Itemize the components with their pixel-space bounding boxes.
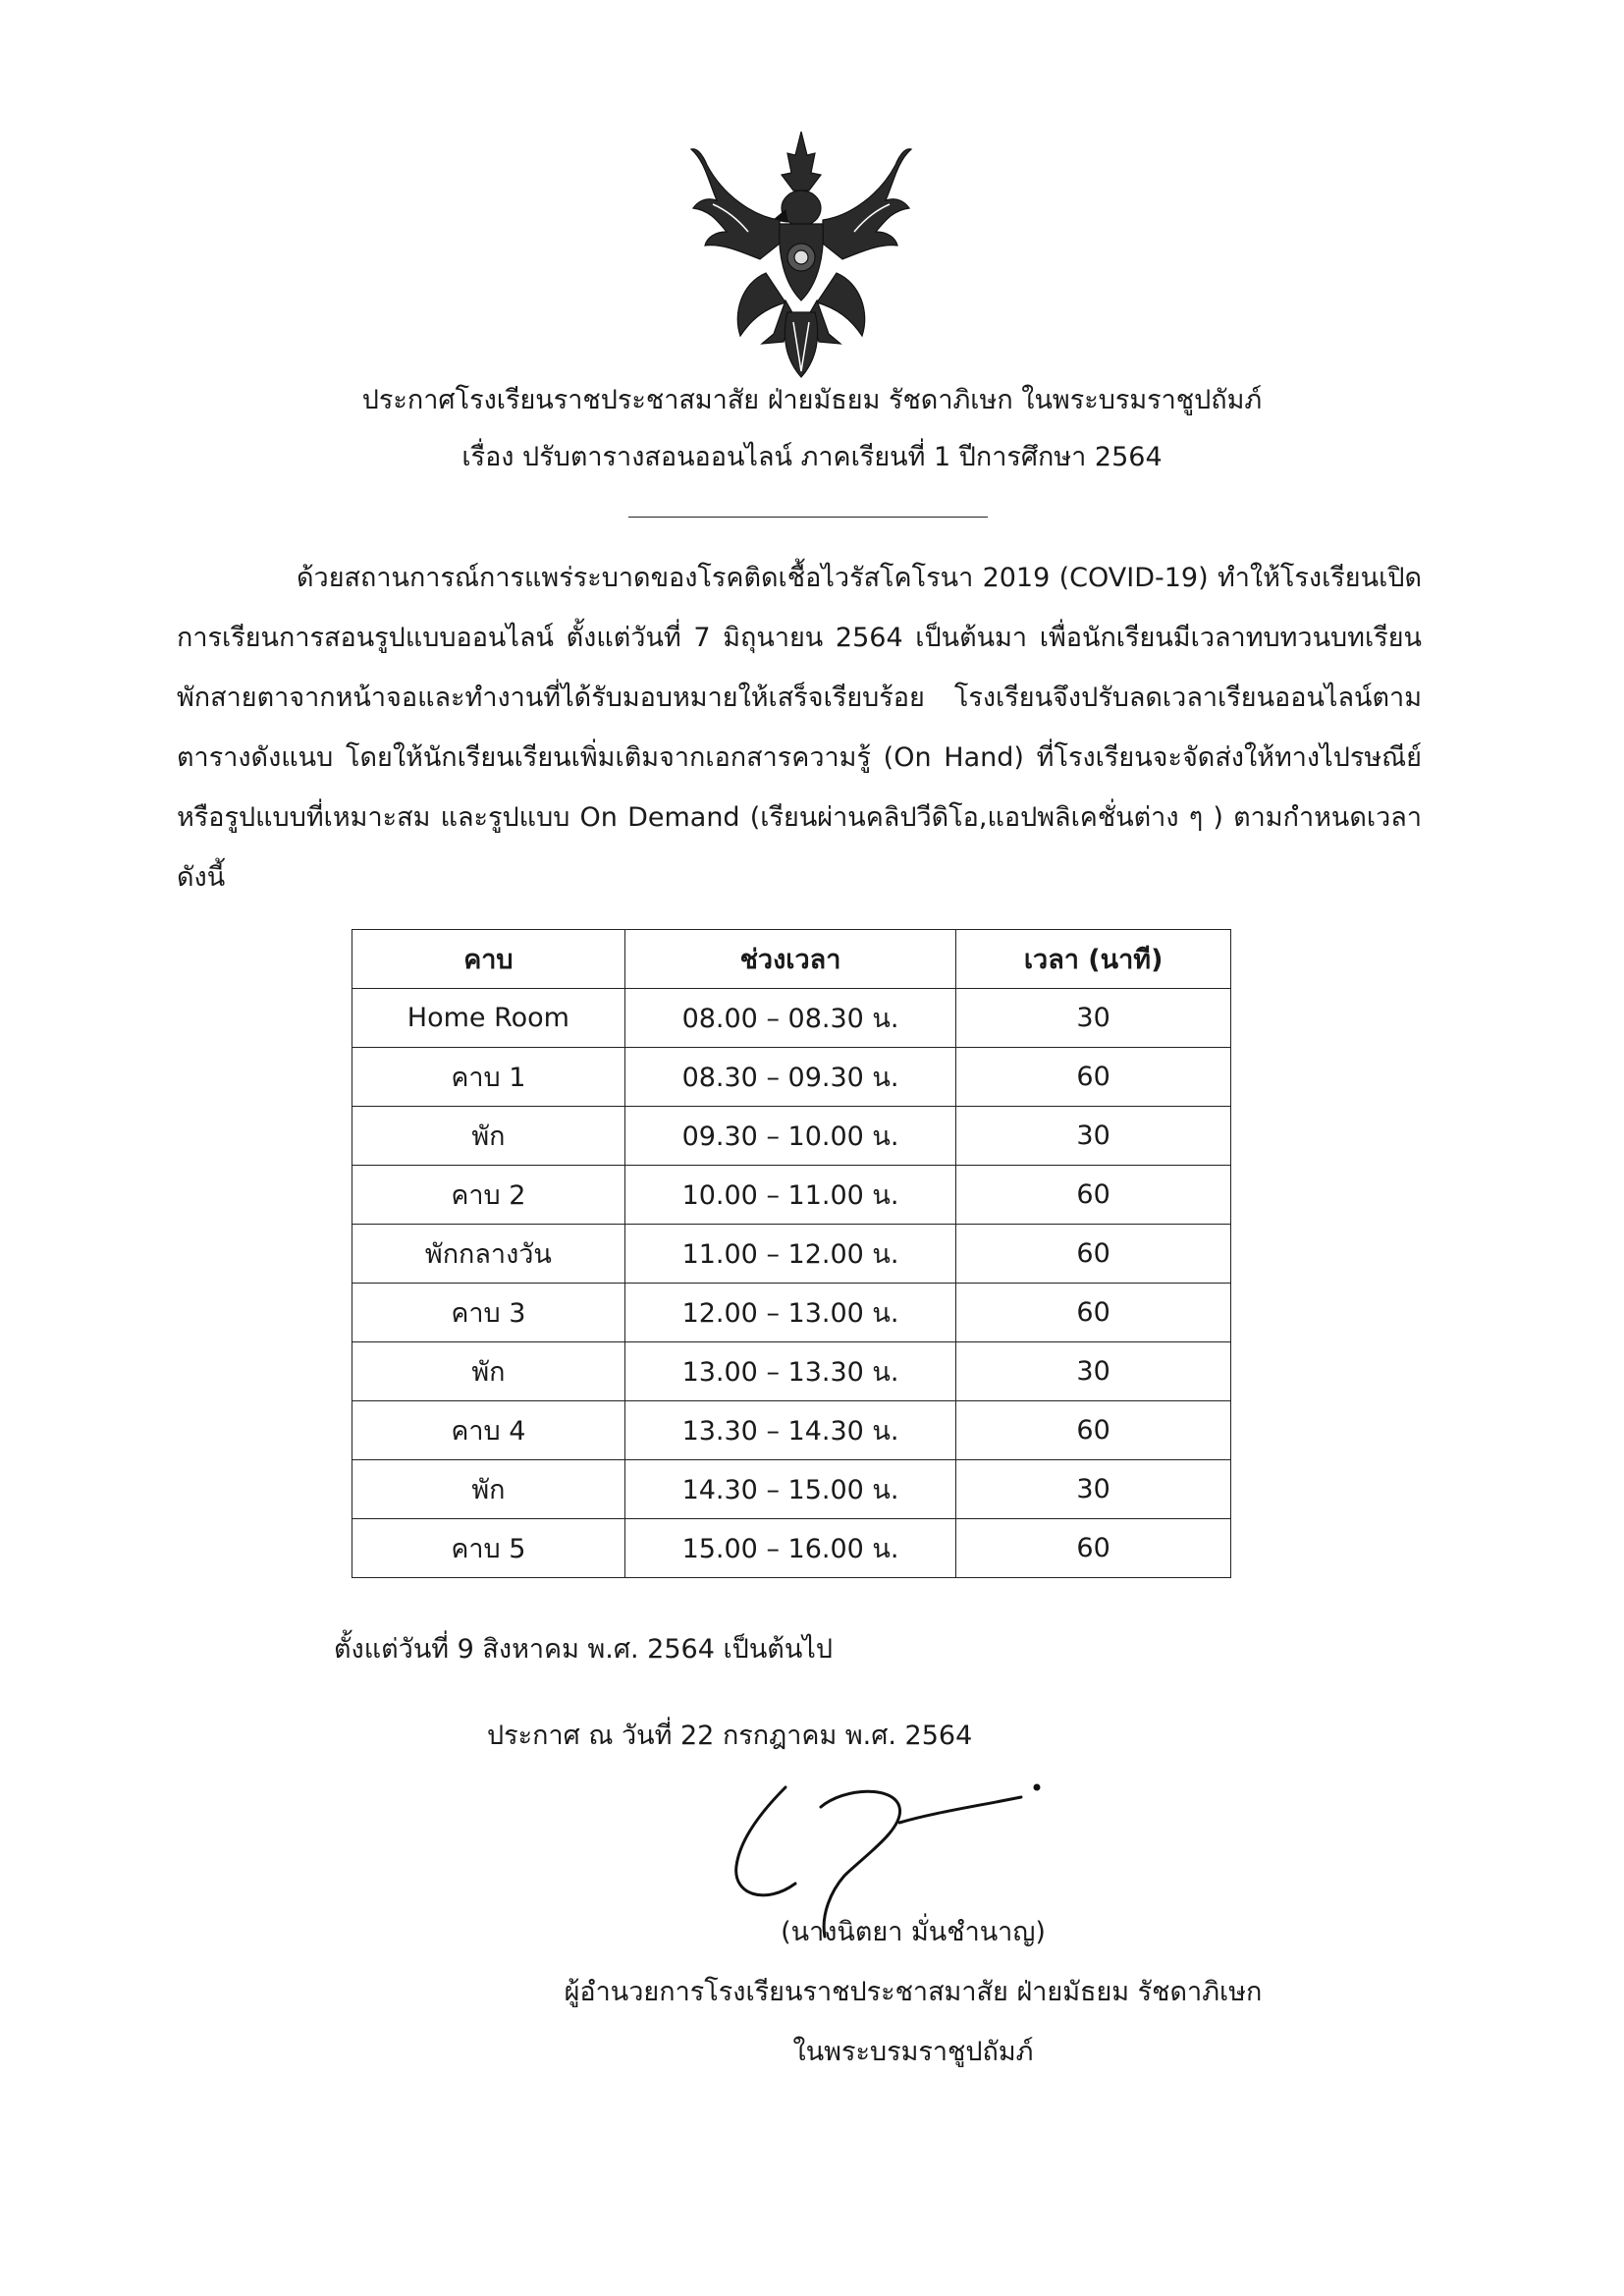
- time-range-cell: 13.00 – 13.30 น.: [624, 1342, 955, 1401]
- header-period: คาบ: [352, 930, 625, 989]
- minutes-cell: 60: [956, 1401, 1231, 1460]
- table-row: [352, 1048, 1231, 1107]
- period-cell: คาบ 5: [352, 1519, 625, 1578]
- table-row: [352, 1107, 1231, 1166]
- signer-title-continued: ในพระบรมราชูปถัมภ์: [792, 2037, 1034, 2067]
- time-range-cell: 14.30 – 15.00 น.: [624, 1460, 955, 1519]
- signer-title: ผู้อำนวยการโรงเรียนราชประชาสมาสัย ฝ่ายมัธยม รัชดาภิเษก: [564, 1977, 1263, 2007]
- period-cell: คาบ 3: [352, 1284, 625, 1342]
- effective-date: ตั้งแต่วันที่ 9 สิงหาคม พ.ศ. 2564 เป็นต้นไป: [334, 1634, 833, 1665]
- minutes-cell: 30: [956, 1342, 1231, 1401]
- time-range-cell: 10.00 – 11.00 น.: [624, 1166, 955, 1225]
- time-range-cell: 15.00 – 16.00 น.: [624, 1519, 955, 1578]
- signer-name: (นางนิตยา มั่นชำนาญ): [781, 1917, 1046, 1947]
- period-cell: พัก: [352, 1460, 625, 1519]
- schedule-table: [352, 929, 1231, 1578]
- announcement-date: ประกาศ ณ วันที่ 22 กรกฎาคม พ.ศ. 2564: [487, 1721, 973, 1751]
- table-header-row: [352, 930, 1231, 989]
- table-row: [352, 1460, 1231, 1519]
- table-row: [352, 989, 1231, 1048]
- table-row: [352, 1225, 1231, 1284]
- header-minutes: เวลา (นาที): [956, 930, 1231, 989]
- time-range-cell: 08.30 – 09.30 น.: [624, 1048, 955, 1107]
- period-cell: คาบ 2: [352, 1166, 625, 1225]
- garuda-emblem-icon: [683, 126, 919, 383]
- announcement-title: ประกาศโรงเรียนราชประชาสมาสัย ฝ่ายมัธยม รัชดาภิเษก ในพระบรมราชูปถัมภ์: [361, 385, 1263, 415]
- minutes-cell: 60: [956, 1519, 1231, 1578]
- table-row: [352, 1166, 1231, 1225]
- table-row: [352, 1519, 1231, 1578]
- minutes-cell: 30: [956, 1107, 1231, 1166]
- period-cell: Home Room: [352, 989, 625, 1048]
- header-time-range: ช่วงเวลา: [624, 930, 955, 989]
- period-cell: พัก: [352, 1107, 625, 1166]
- time-range-cell: 09.30 – 10.00 น.: [624, 1107, 955, 1166]
- table-row: [352, 1284, 1231, 1342]
- minutes-cell: 60: [956, 1166, 1231, 1225]
- period-cell: พัก: [352, 1342, 625, 1401]
- title-divider: [628, 517, 988, 518]
- minutes-cell: 60: [956, 1225, 1231, 1284]
- signature-block: [530, 1913, 1296, 2093]
- time-range-cell: 12.00 – 13.00 น.: [624, 1284, 955, 1342]
- period-cell: คาบ 4: [352, 1401, 625, 1460]
- table-row: [352, 1342, 1231, 1401]
- minutes-cell: 30: [956, 989, 1231, 1048]
- table-row: [352, 1401, 1231, 1460]
- announcement-subject: เรื่อง ปรับตารางสอนออนไลน์ ภาคเรียนที่ 1 ปีการศึกษา 2564: [461, 442, 1163, 472]
- time-range-cell: 13.30 – 14.30 น.: [624, 1401, 955, 1460]
- minutes-cell: 30: [956, 1460, 1231, 1519]
- minutes-cell: 60: [956, 1048, 1231, 1107]
- time-range-cell: 11.00 – 12.00 น.: [624, 1225, 955, 1284]
- period-cell: คาบ 1: [352, 1048, 625, 1107]
- minutes-cell: 60: [956, 1284, 1231, 1342]
- period-cell: พักกลางวัน: [352, 1225, 625, 1284]
- body-paragraph: ด้วยสถานการณ์การแพร่ระบาดของโรคติดเชื้อไวรัสโคโรนา 2019 (COVID-19) ทำให้โรงเรียนเปิดการเรียนการสอนรูปแบบออนไลน์ ตั้งแต่วันที่ 7 มิถุนายน 2564 เป็นต้นมา เพื่อนักเรียนมีเวลาทบทวนบทเรียน พักสายตาจากหน้าจอและทำงานที่ได้รับมอบหมายให้เสร็จเรียบร้อย โรงเรียนจึงปรับลดเวลาเรียนออนไลน์ตามตารางดังแนบ โดยให้นักเรียนเรียนเพิ่มเติมจากเอกสารความรู้ (On Hand) ที่โรงเรียนจะจัดส่งให้ทางไปรษณีย์หรือรูปแบบที่เหมาะสม และรูปแบบ On Demand (เรียนผ่านคลิปวีดิโอ,แอปพลิเคชั่นต่าง ๆ ) ตามกำหนดเวลา ดังนี้: [177, 563, 1422, 893]
- time-range-cell: 08.00 – 08.30 น.: [624, 989, 955, 1048]
